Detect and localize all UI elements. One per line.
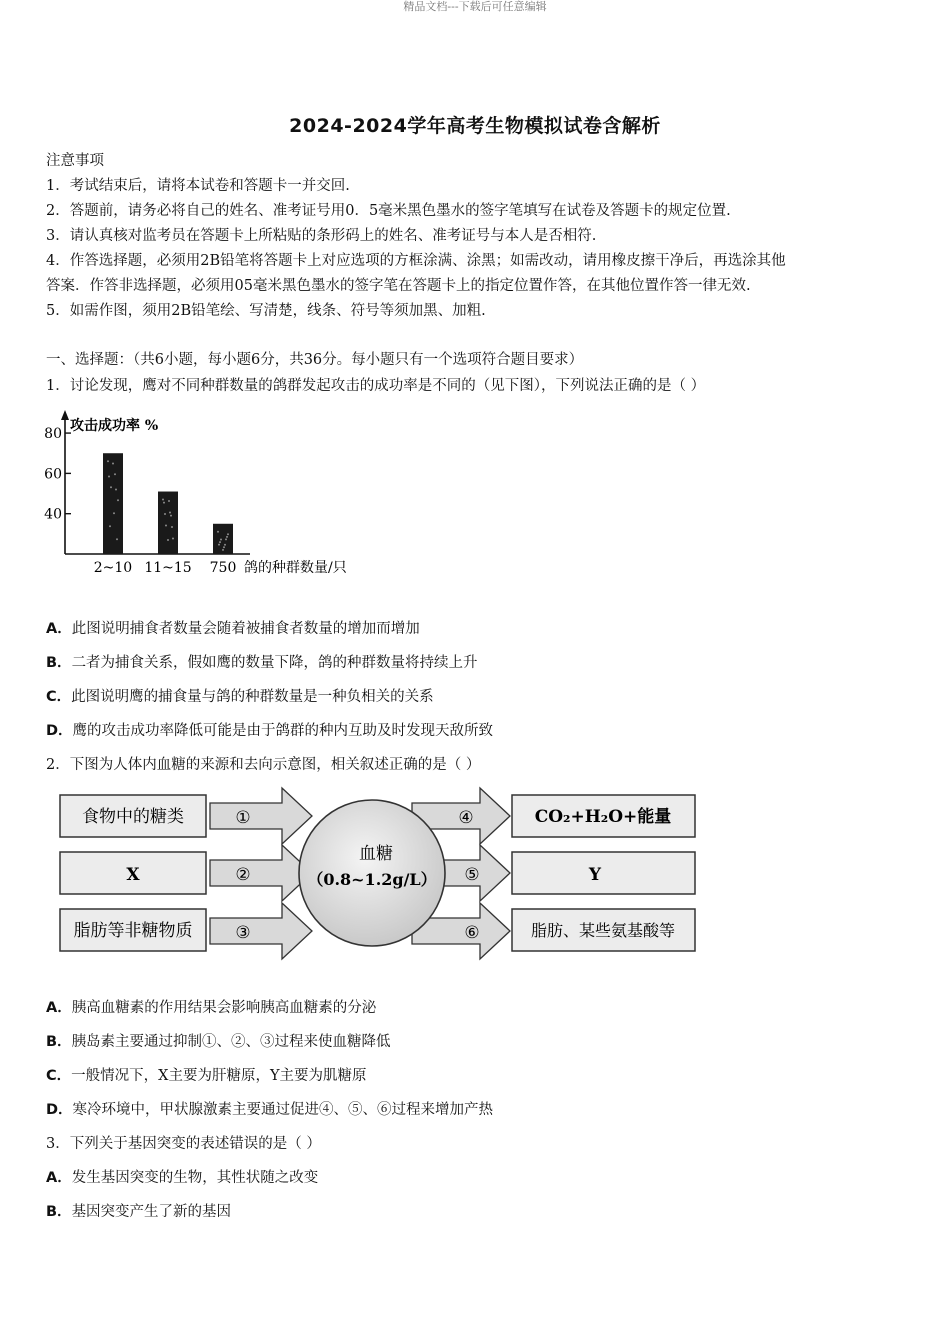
arrow-3: [210, 903, 312, 959]
center-value: （0.8~1.2g/L）: [307, 870, 437, 889]
source-label: 脂肪等非糖物质: [73, 921, 193, 941]
source-label: X: [126, 865, 140, 885]
bar-texture: [217, 531, 219, 533]
notice-item: 5．如需作图，须用2B铅笔绘、写清楚，线条、符号等须加黑、加粗.: [46, 303, 486, 319]
blood-sugar-diagram: [50, 785, 710, 965]
bar-texture: [169, 512, 171, 514]
arrow-label: ⑤: [464, 865, 480, 885]
bar-texture: [165, 525, 167, 527]
bar-texture: [107, 460, 109, 462]
bar-texture: [109, 525, 111, 527]
x-tick-label: 750: [209, 560, 237, 576]
q2-option-a[interactable]: A．胰高血糖素的作用结果会影响胰高血糖素的分泌: [46, 1000, 377, 1016]
arrow-label: ③: [235, 923, 251, 943]
bar-texture: [164, 513, 166, 515]
bar-texture: [117, 499, 119, 501]
bar-texture: [162, 499, 164, 501]
x-tick-label: 2~10: [93, 560, 133, 576]
header-note: 精品文档---下载后可任意编辑: [403, 0, 547, 13]
attack-success-bar-chart: [40, 408, 380, 583]
q1-option-c[interactable]: C．此图说明鹰的捕食量与鸽的种群数量是一种负相关的关系: [46, 689, 434, 705]
notice-item: 答案．作答非选择题，必须用05毫米黑色墨水的签字笔在答题卡上的指定位置作答，在其他位置作答一律无效.: [46, 278, 751, 294]
y-tick-label: 80: [44, 426, 62, 443]
q3-option-a[interactable]: A．发生基因突变的生物，其性状随之改变: [46, 1170, 319, 1186]
bar-texture: [115, 488, 117, 490]
bar-texture: [163, 502, 165, 504]
target-label: 脂肪、某些氨基酸等: [530, 921, 676, 940]
bar-texture: [225, 538, 227, 540]
section-heading: 一、选择题：（共6小题，每小题6分，共36分。每小题只有一个选项符合题目要求）: [46, 352, 584, 368]
bar-texture: [224, 544, 226, 546]
question-3-stem: 3．下列关于基因突变的表述错误的是（ ）: [46, 1136, 321, 1152]
question-1-stem: 1．讨论发现，鹰对不同种群数量的鸽群发起攻击的成功率是不同的（见下图），下列说法正确的是（ ）: [46, 378, 706, 394]
bar: [103, 453, 123, 554]
bar-texture: [167, 539, 169, 541]
notice-item: 1．考试结束后，请将本试卷和答题卡一并交回.: [46, 178, 350, 194]
source-label: 食物中的糖类: [82, 807, 184, 827]
notice-item: 4．作答选择题，必须用2B铅笔将答题卡上对应选项的方框涂满、涂黑；如需改动，请用橡皮擦干净后，再选涂其他: [46, 253, 786, 269]
q2-option-c[interactable]: C．一般情况下，X主要为肝糖原，Y主要为肌糖原: [46, 1068, 367, 1084]
bar-texture: [219, 541, 221, 543]
arrow-label: ①: [235, 808, 251, 828]
center-title: 血糖: [359, 844, 393, 864]
bar-texture: [168, 500, 170, 502]
bar-texture: [170, 515, 172, 517]
bar-texture: [112, 462, 114, 464]
arrow-label: ④: [458, 808, 474, 828]
bar-texture: [171, 526, 173, 528]
bar-texture: [116, 538, 118, 540]
bar: [158, 492, 178, 554]
page-title: 2024-2024学年高考生物模拟试卷含解析: [289, 115, 661, 137]
target-label: CO₂+H₂O+能量: [534, 807, 672, 827]
arrow-label: ⑥: [464, 923, 480, 943]
bar-texture: [113, 512, 115, 514]
y-axis-label: 攻击成功率 %: [70, 418, 159, 434]
arrow-1: [210, 788, 312, 844]
bar-texture: [108, 475, 110, 477]
x-tick-label: 11~15: [144, 560, 192, 576]
q1-option-a[interactable]: A．此图说明捕食者数量会随着被捕食者数量的增加而增加: [46, 621, 420, 637]
bar-texture: [222, 549, 224, 551]
bar-texture: [218, 544, 220, 546]
arrow-2: [210, 845, 312, 901]
bar-texture: [223, 546, 225, 548]
y-tick-label: 40: [44, 506, 62, 523]
bar-texture: [110, 486, 112, 488]
bar-texture: [220, 539, 222, 541]
bar-texture: [226, 536, 228, 538]
q1-option-d[interactable]: D．鹰的攻击成功率降低可能是由于鸽群的种内互助及时发现天敌所致: [46, 723, 494, 739]
notice-item: 2．答题前，请务必将自己的姓名、准考证号用0．5毫米黑色墨水的签字笔填写在试卷及答题卡的规定位置.: [46, 203, 731, 219]
q1-option-b[interactable]: B．二者为捕食关系，假如鹰的数量下降，鸽的种群数量将持续上升: [46, 655, 478, 671]
notice-item: 3．请认真核对监考员在答题卡上所粘贴的条形码上的姓名、准考证号与本人是否相符.: [46, 228, 597, 244]
arrow-label: ②: [235, 865, 251, 885]
y-tick-label: 60: [44, 466, 62, 483]
q2-option-b[interactable]: B．胰岛素主要通过抑制①、②、③过程来使血糖降低: [46, 1034, 391, 1050]
bar-texture: [227, 533, 229, 535]
notice-heading: 注意事项: [46, 153, 104, 169]
x-axis-label: 鸽的种群数量/只: [244, 560, 347, 576]
target-label: Y: [588, 865, 602, 885]
bar-texture: [172, 538, 174, 540]
q2-option-d[interactable]: D．寒冷环境中，甲状腺激素主要通过促进④、⑤、⑥过程来增加产热: [46, 1102, 494, 1118]
q3-option-b[interactable]: B．基因突变产生了新的基因: [46, 1204, 232, 1220]
target-box-y: [512, 852, 695, 894]
y-axis-arrow: [61, 410, 69, 420]
bar-texture: [114, 473, 116, 475]
question-2-stem: 2．下图为人体内血糖的来源和去向示意图，相关叙述正确的是（ ）: [46, 757, 481, 773]
